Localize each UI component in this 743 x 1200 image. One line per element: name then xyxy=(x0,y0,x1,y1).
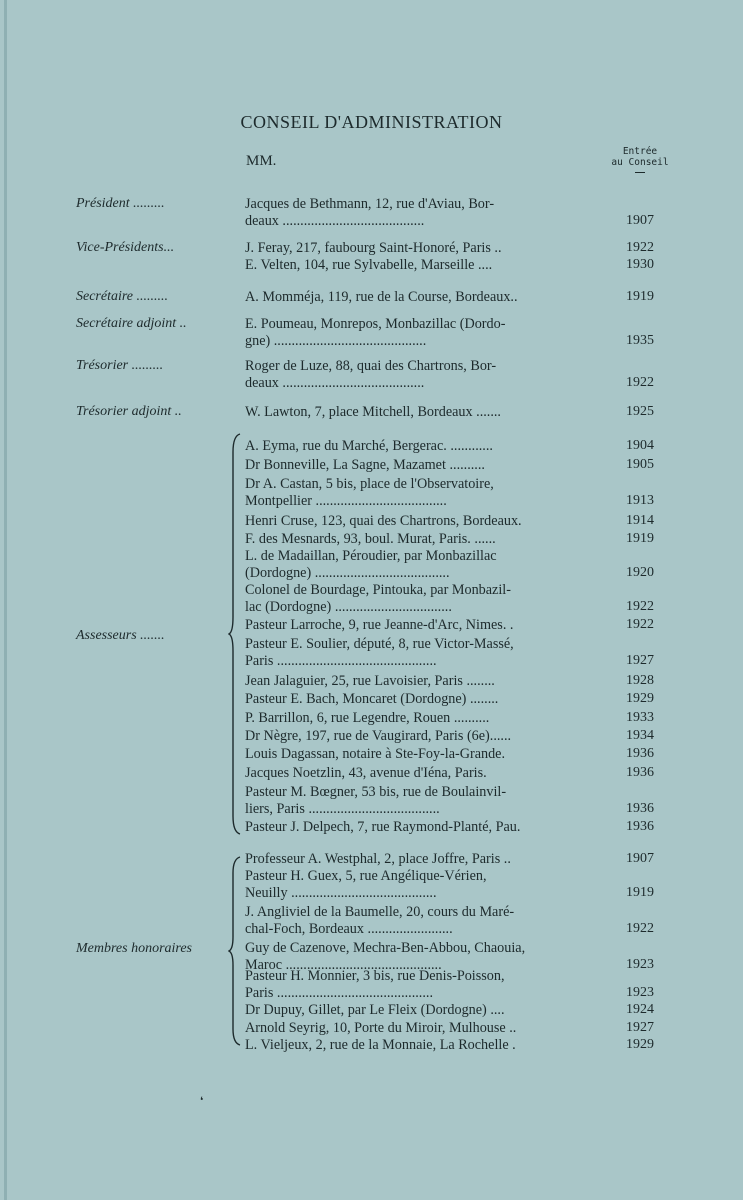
assesseur-entry-year: 1919 xyxy=(626,531,654,546)
assesseur-entry-line: P. Barrillon, 6, rue Legendre, Rouen .......... xyxy=(245,710,490,726)
assesseur-entry-year: 1927 xyxy=(626,653,654,668)
assesseur-entry xyxy=(245,513,615,530)
honoraires-label: Membres honoraires xyxy=(76,941,193,956)
assesseur-entry-line: liers, Paris ..................................... xyxy=(245,800,440,817)
assesseur-entry xyxy=(245,476,615,509)
honoraire-entry-line: Paris ............................................ xyxy=(245,984,433,1001)
assesseur-entry-line: Pasteur Larroche, 9, rue Jeanne-d'Arc, Nimes. . xyxy=(245,617,514,633)
assesseur-entry-line: Montpellier ..................................... xyxy=(245,492,447,509)
assesseur-entry-line: Colonel de Bourdage, Pintouka, par Monbazil- xyxy=(245,582,511,598)
assesseur-entry-line: Dr Bonneville, La Sagne, Mazamet .......... xyxy=(245,457,485,473)
honoraires-brace xyxy=(228,855,242,1047)
honoraire-entry-year: 1907 xyxy=(626,851,654,866)
assesseur-entry xyxy=(245,765,615,782)
assesseurs-label: Assesseurs ....... xyxy=(76,628,165,643)
officer-role-label: Président ......... xyxy=(76,196,165,211)
officer-entry xyxy=(245,316,615,349)
assesseur-entry-line: Jacques Noetzlin, 43, avenue d'Iéna, Paris. xyxy=(245,765,487,781)
mm-heading: MM. xyxy=(246,153,277,169)
assesseur-entry-year: 1933 xyxy=(626,710,654,725)
assesseur-entry-line: F. des Mesnards, 93, boul. Murat, Paris. ...... xyxy=(245,531,496,547)
assesseur-entry-line: Henri Cruse, 123, quai des Chartrons, Bordeaux. xyxy=(245,513,522,529)
assesseur-entry xyxy=(245,582,615,615)
assesseur-entry-year: 1928 xyxy=(626,673,654,688)
assesseur-entry-year: 1936 xyxy=(626,801,654,816)
officer-entry-year: 1919 xyxy=(626,289,654,304)
assesseur-entry-year: 1905 xyxy=(626,457,654,472)
officer-entry-year: 1922 xyxy=(626,375,654,390)
assesseur-entry xyxy=(245,784,615,817)
assesseur-entry-line: Paris ............................................. xyxy=(245,652,437,669)
honoraire-entry-line: J. Angliviel de la Baumelle, 20, cours du Maré- xyxy=(245,904,515,920)
honoraire-entry-line: Arnold Seyrig, 10, Porte du Miroir, Mulhouse .. xyxy=(245,1020,517,1036)
officer-role-label: Vice-Présidents... xyxy=(76,240,175,255)
assesseur-entry xyxy=(245,819,615,836)
honoraire-entry-line: Maroc ............................................ xyxy=(245,956,442,973)
honoraire-entry-line: chal-Foch, Bordeaux ........................ xyxy=(245,920,453,937)
officer-entry-line: E. Velten, 104, rue Sylvabelle, Marseille .... xyxy=(245,256,493,273)
assesseur-entry-year: 1929 xyxy=(626,691,654,706)
assesseur-entry-line: Louis Dagassan, notaire à Ste-Foy-la-Grande. xyxy=(245,746,506,762)
assesseur-entry-year: 1936 xyxy=(626,765,654,780)
honoraire-entry xyxy=(245,868,615,901)
honoraire-entry xyxy=(245,1020,615,1037)
assesseur-entry-year: 1904 xyxy=(626,438,654,453)
honoraire-entry-line: Guy de Cazenove, Mechra-Ben-Abbou, Chaouia, xyxy=(245,940,526,956)
assesseur-entry-line: Pasteur M. Bœgner, 53 bis, rue de Boulainvil- xyxy=(245,784,507,800)
honoraire-entry-year: 1922 xyxy=(626,921,654,936)
honoraire-entry-line: Pasteur H. Monnier, 3 bis, rue Denis-Poisson, xyxy=(245,968,505,984)
assesseurs-brace xyxy=(228,432,242,836)
assesseur-entry xyxy=(245,673,615,690)
assesseur-entry xyxy=(245,531,615,548)
assesseur-entry-year: 1913 xyxy=(626,493,654,508)
assesseur-entry-year: 1922 xyxy=(626,617,654,632)
entree-header-line1: Entrée xyxy=(622,146,658,157)
officer-role-label: Secrétaire adjoint .. xyxy=(76,316,187,331)
honoraire-entry-line: Pasteur H. Guex, 5, rue Angélique-Vérien, xyxy=(245,868,487,884)
officer-entry xyxy=(245,404,615,421)
assesseur-entry-line: (Dordogne) ...................................... xyxy=(245,564,450,581)
assesseur-entry-year: 1936 xyxy=(626,819,654,834)
honoraire-entry-line: Dr Dupuy, Gillet, par Le Fleix (Dordogne) .... xyxy=(245,1002,505,1018)
officer-entry-line: A. Momméja, 119, rue de la Course, Bordeaux.. xyxy=(245,289,518,305)
honoraire-entry xyxy=(245,1037,615,1054)
officer-entry xyxy=(245,358,615,391)
assesseur-entry-year: 1936 xyxy=(626,746,654,761)
officer-entry-line: E. Poumeau, Monrepos, Monbazillac (Dordo- xyxy=(245,316,506,332)
honoraire-entry-line: Professeur A. Westphal, 2, place Joffre, Paris .. xyxy=(245,851,511,867)
assesseur-entry-year: 1914 xyxy=(626,513,654,528)
assesseur-entry-line: A. Eyma, rue du Marché, Bergerac. ............ xyxy=(245,438,493,454)
officer-role-label: Trésorier ......... xyxy=(76,358,164,373)
assesseur-entry xyxy=(245,457,615,474)
officer-entry-line: gne) ........................................... xyxy=(245,332,427,349)
honoraire-entry-line: Neuilly ......................................... xyxy=(245,884,437,901)
officer-entry-year: 1935 xyxy=(626,333,654,348)
officer-entry-line: J. Feray, 217, faubourg Saint-Honoré, Paris .. xyxy=(245,240,502,256)
assesseur-entry xyxy=(245,617,615,634)
honoraire-entry-line: L. Vieljeux, 2, rue de la Monnaie, La Rochelle . xyxy=(245,1037,516,1053)
assesseur-entry-line: Dr Nègre, 197, rue de Vaugirard, Paris (6e)...... xyxy=(245,728,512,744)
officer-entry xyxy=(245,196,615,229)
honoraire-entry xyxy=(245,968,615,1001)
assesseur-entry-line: Dr A. Castan, 5 bis, place de l'Observatoire, xyxy=(245,476,494,492)
assesseur-entry xyxy=(245,548,615,581)
assesseur-entry xyxy=(245,728,615,745)
officer-entry-line: deaux ........................................ xyxy=(245,374,425,391)
officer-entry-year: 1907 xyxy=(626,213,654,228)
assesseur-entry xyxy=(245,746,615,763)
honoraire-entry xyxy=(245,904,615,937)
officer-entry-year: 1925 xyxy=(626,404,654,419)
officer-entry-year: 1922 xyxy=(626,240,654,255)
officer-entry xyxy=(245,240,615,273)
honoraire-entry xyxy=(245,1002,615,1019)
entree-header-line2: au Conseil xyxy=(611,157,669,168)
honoraire-entry xyxy=(245,851,615,868)
entree-dash xyxy=(635,172,645,173)
assesseur-entry-line: L. de Madaillan, Péroudier, par Monbazillac xyxy=(245,548,497,564)
assesseur-entry xyxy=(245,691,615,708)
assesseur-entry xyxy=(245,438,615,455)
honoraire-entry-year: 1923 xyxy=(626,985,654,1000)
assesseur-entry xyxy=(245,636,615,669)
page-edge xyxy=(4,0,7,1200)
honoraire-entry-year: 1924 xyxy=(626,1002,654,1017)
officer-entry-line: Roger de Luze, 88, quai des Chartrons, Bor- xyxy=(245,358,497,374)
officer-entry-line: W. Lawton, 7, place Mitchell, Bordeaux ....... xyxy=(245,404,501,420)
assesseur-entry-line: Pasteur J. Delpech, 7, rue Raymond-Planté, Pau. xyxy=(245,819,521,835)
assesseur-entry-year: 1922 xyxy=(626,599,654,614)
officer-entry-line: Jacques de Bethmann, 12, rue d'Aviau, Bor- xyxy=(245,196,495,212)
assesseur-entry xyxy=(245,710,615,727)
assesseur-entry-line: Jean Jalaguier, 25, rue Lavoisier, Paris ........ xyxy=(245,673,495,689)
assesseur-entry-year: 1920 xyxy=(626,565,654,580)
officer-role-label: Trésorier adjoint .. xyxy=(76,404,182,419)
honoraire-entry-year: 1929 xyxy=(626,1037,654,1052)
assesseur-entry-line: Pasteur E. Bach, Moncaret (Dordogne) ........ xyxy=(245,691,499,707)
assesseur-entry-line: lac (Dordogne) ................................. xyxy=(245,598,452,615)
honoraire-entry-year: 1923 xyxy=(626,957,654,972)
assesseur-entry-line: Pasteur E. Soulier, député, 8, rue Victor-Massé, xyxy=(245,636,514,652)
stray-mark: ❛ xyxy=(200,1096,204,1107)
officer-entry-line: deaux ........................................ xyxy=(245,212,425,229)
officer-role-label: Secrétaire ......... xyxy=(76,289,169,304)
officer-entry xyxy=(245,289,615,306)
honoraire-entry-year: 1919 xyxy=(626,885,654,900)
assesseur-entry-year: 1934 xyxy=(626,728,654,743)
entree-header xyxy=(600,146,680,173)
officer-entry-year: 1930 xyxy=(626,257,654,272)
honoraire-entry-year: 1927 xyxy=(626,1020,654,1035)
page-title: CONSEIL D'ADMINISTRATION xyxy=(240,112,503,132)
